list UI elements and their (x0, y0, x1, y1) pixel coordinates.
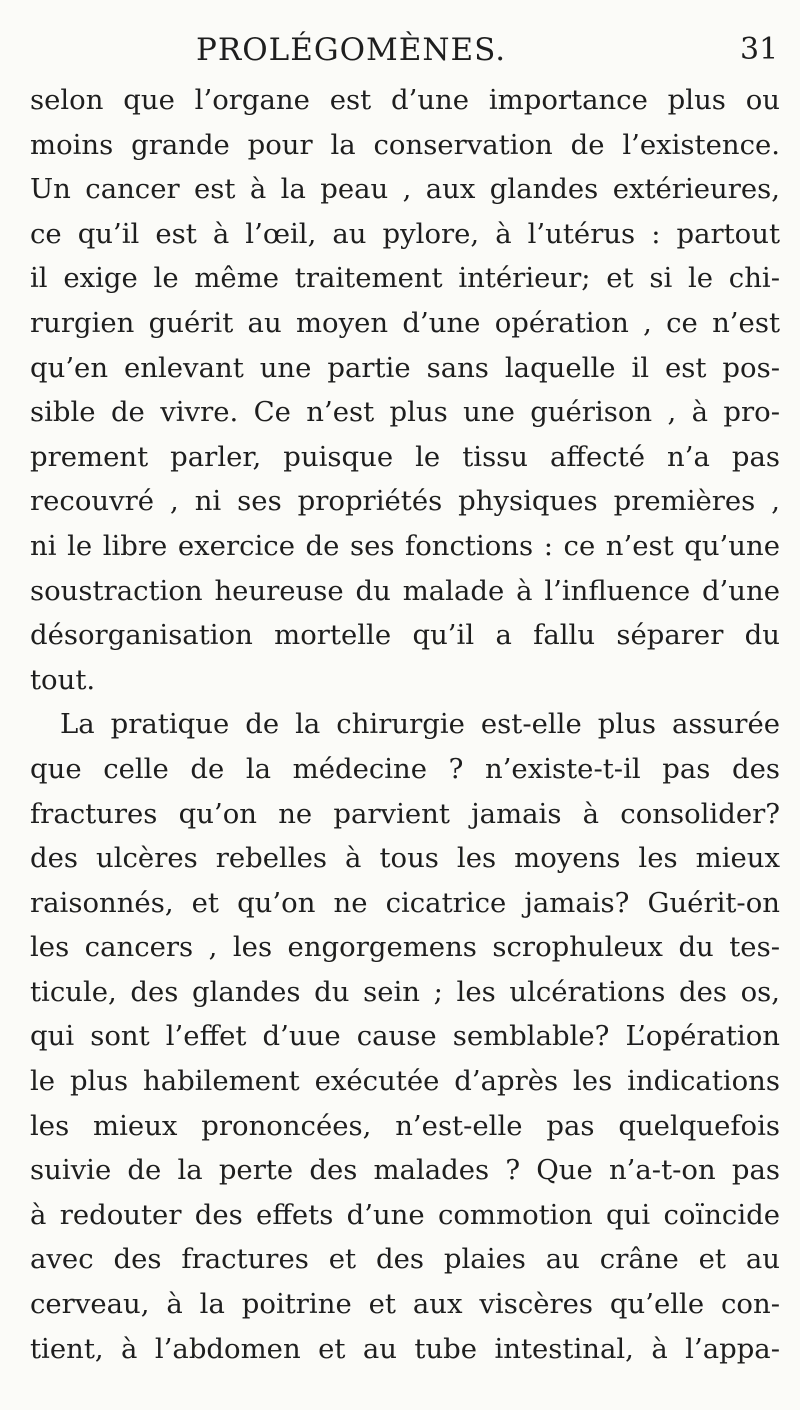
text-line: les mieux prononcées, n’est-elle pas quelquefois (30, 1109, 780, 1142)
text-line: fractures qu’on ne parvient jamais à consolider? (30, 797, 780, 830)
text-line: sible de vivre. Ce n’est plus une guérison , à pro- (30, 396, 780, 429)
text-line: des ulcères rebelles à tous les moyens les mieux (30, 842, 780, 875)
text-line: cerveau, à la poitrine et aux viscères qu’elle con- (30, 1288, 780, 1321)
text-line: ce qu’il est à l’œil, au pylore, à l’utérus : partout (30, 217, 780, 250)
text-line: rurgien guérit au moyen d’une opération , ce n’est (30, 306, 780, 339)
text-line: ni le libre exercice de ses fonctions : ce n’est qu’une (30, 529, 780, 562)
text-line: le plus habilement exécutée d’après les indications (30, 1065, 780, 1098)
running-title: PROLÉGOMÈNES. (196, 32, 507, 68)
text-line: avec des fractures et des plaies au crâne et au (30, 1243, 780, 1276)
text-line: que celle de la médecine ? n’existe-t-il pas des (30, 752, 780, 785)
text-line: ticule, des glandes du sein ; les ulcérations des os, (30, 975, 780, 1008)
paragraph-start-line: La pratique de la chirurgie est-elle plus assurée (60, 708, 780, 741)
text-line: désorganisation mortelle qu’il a fallu séparer du (30, 619, 780, 652)
text-line: soustraction heureuse du malade à l’influence d’une (30, 574, 780, 607)
paragraph-end-line: tout. (30, 663, 96, 696)
text-line: prement parler, puisque le tissu affecté n’a pas (30, 440, 780, 473)
text-line: les cancers , les engorgemens scrophuleux du tes- (30, 931, 780, 964)
text-line: qu’en enlevant une partie sans laquelle il est pos- (30, 351, 780, 384)
text-line: raisonnés, et qu’on ne cicatrice jamais? Guérit-on (30, 886, 780, 919)
text-line: moins grande pour la conservation de l’existence. (30, 128, 780, 161)
text-line: il exige le même traitement intérieur; et si le chi- (30, 262, 780, 295)
text-line: suivie de la perte des malades ? Que n’a-t-on pas (30, 1154, 780, 1187)
text-line: Un cancer est à la peau , aux glandes extérieures, (30, 173, 780, 206)
text-line: qui sont l’effet d’uue cause semblable? L’opération (30, 1020, 780, 1053)
text-line: à redouter des effets d’une commotion qui coïncide (30, 1198, 780, 1231)
text-line: selon que l’organe est d’une importance plus ou (30, 84, 780, 116)
page-number: 31 (740, 32, 779, 67)
running-head (0, 18, 800, 68)
text-line: tient, à l’abdomen et au tube intestinal, à l’appa- (30, 1332, 780, 1365)
text-line: recouvré , ni ses propriétés physiques premières , (30, 485, 780, 518)
body-text (30, 78, 780, 1371)
